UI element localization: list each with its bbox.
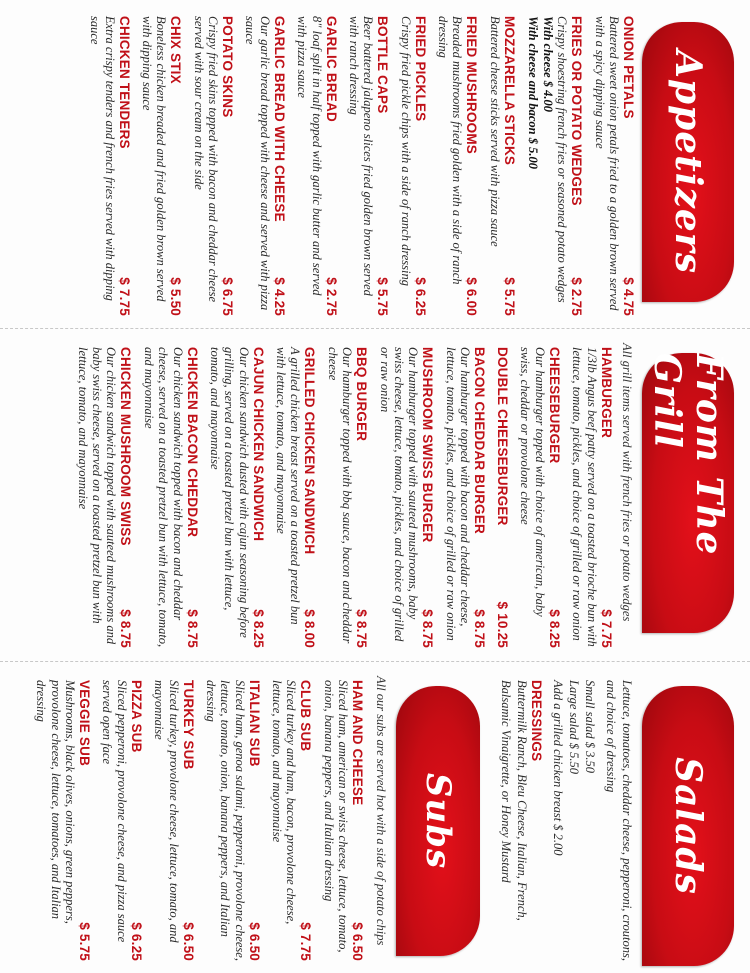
menu-item <box>140 16 184 316</box>
menu-item-heading <box>420 347 435 648</box>
menu-item-description: A grilled chicken breast served on a toasted pretzel bun with lettuce, tomato, and mayonnaise <box>274 347 303 625</box>
menu-item <box>347 16 391 316</box>
menu-item-name: DOUBLE CHEESEBURGER <box>495 347 511 526</box>
menu-item <box>398 16 427 316</box>
menu-item-name: FRIED MUSHROOMS <box>464 16 480 154</box>
menu-item-heading <box>375 16 390 316</box>
menu-item-description: Our hamburger topped with sauteed mushrooms, baby swiss cheese, lettuce, tomato, pickles, and choice of grilled or raw onion <box>377 347 421 642</box>
menu-item-description: Sliced turkey and ham, bacon, provolone cheese, lettuce, tomato, and mayonnaise <box>270 680 299 925</box>
menu-item-name: GARLIC BREAD <box>323 16 339 122</box>
menu-item-name: VEGGIE SUB <box>77 680 93 767</box>
menu-item-heading <box>547 347 562 648</box>
menu-item-description: Our chicken sandwich dusted with cajun seasoning before grilling, served on a toasted pretzel bun with lettuce, tomato, and mayonnaise <box>208 347 251 638</box>
subs-list <box>34 680 365 961</box>
menu-item-option: With cheese and bacon $ 5.00 <box>525 16 540 170</box>
menu-item-price: $ 6.25 <box>128 922 144 961</box>
salads-subs-panel <box>0 664 750 973</box>
menu-item-price: $ 5.75 <box>375 277 391 316</box>
menu-item <box>191 16 235 316</box>
menu-item-name: CAJUN CHICKEN SANDWICH <box>250 347 266 542</box>
menu-item-heading <box>119 347 134 648</box>
subs-banner: Subs <box>396 686 480 956</box>
salads-section <box>498 680 634 961</box>
menu-item-description: Our hamburger topped with bacon and cheddar cheese, lettuce, tomato, pickles, and choice of grilled or raw onion <box>443 347 473 641</box>
menu-item-description: Battered cheese sticks served with pizza sauce <box>487 16 502 247</box>
grill-banner: From The Grill <box>642 353 734 633</box>
salads-description: Lettuce, tomatoes, cheddar cheese, pepperoni, croutons, and choice of dressing <box>604 680 634 961</box>
menu-item <box>270 680 314 961</box>
menu-item-name: GARLIC BREAD WITH CHEESE <box>271 16 287 222</box>
menu-item-heading <box>350 680 365 961</box>
menu-item-heading <box>354 347 369 648</box>
menu-item-description: Sliced turkey, provolone cheese, lettuce, tomato, and mayonnaise <box>152 680 181 943</box>
menu-item <box>100 680 144 961</box>
chicken-addon: Add a grilled chicken breast $ 2.00 <box>551 680 566 856</box>
menu-item <box>525 16 584 316</box>
menu-item-name: BACON CHEDDAR BURGER <box>472 347 488 535</box>
menu-item-heading <box>299 680 314 961</box>
menu-item-price: $ 2.75 <box>569 277 585 316</box>
menu-item-description: Extra crispy tenders and french fries served with dipping sauce <box>88 16 117 301</box>
menu-item-price: $ 8.00 <box>302 609 318 648</box>
dressings-list: Buttermilk Ranch, Bleu Cheese, Italian, French, Balsamic Vinaigrette, or Honey Mustard <box>499 680 529 921</box>
menu-item-name: CLUB SUB <box>298 680 314 752</box>
menu-item-description: Our chicken sandwich topped with bacon and cheddar cheese, served on a toasted pretzel bun with lettuce, tomato, and mayonnaise <box>141 347 185 648</box>
menu-item-name: CHICKEN TENDERS <box>116 16 132 149</box>
menu-item <box>326 347 370 648</box>
menu-item-price: $ 4.75 <box>621 277 636 316</box>
menu-item <box>152 680 196 961</box>
menu-item-price: $ 8.75 <box>420 609 436 648</box>
menu-item-heading <box>117 16 132 316</box>
menu-item <box>495 347 510 648</box>
fold-divider <box>0 661 750 662</box>
menu-item-price: $ 8.75 <box>472 609 488 648</box>
menu-item-price: $ 8.25 <box>546 609 562 648</box>
menu-item-name: HAMBURGER <box>598 347 614 439</box>
menu-item-name: CHICKEN BACON CHEDDAR <box>184 347 200 538</box>
menu-item-heading <box>621 16 636 316</box>
menu-item <box>34 680 92 961</box>
menu-item-name: CHIX STIX <box>168 16 184 84</box>
menu-item <box>142 347 200 648</box>
menu-item <box>295 16 339 316</box>
menu-item-price: $ 4.25 <box>271 277 287 316</box>
dressings-heading <box>529 680 544 961</box>
menu-item-price: $ 6.25 <box>412 277 428 316</box>
menu-item-name: FRIES OR POTATO WEDGES <box>569 16 585 206</box>
menu-item-price: $ 6.50 <box>350 922 366 961</box>
menu-item-price: $ 5.75 <box>77 922 93 961</box>
menu-item-description: Sliced pepperoni, provolone cheese, and pizza sauce served open face <box>100 680 129 943</box>
dressings-title: DRESSINGS <box>528 680 544 762</box>
fold-divider <box>0 328 750 329</box>
menu-item-description: Battered sweet onion petals fried to a golden brown served with a spicy dipping sauce <box>592 16 621 311</box>
menu-item-heading <box>77 680 92 961</box>
menu-item-description: Crispy fried pickle chips with a side of ranch dressing <box>398 16 413 287</box>
menu-item-price: $ 2.75 <box>323 277 339 316</box>
menu-item-price: $ 8.25 <box>250 609 266 648</box>
small-salad-price: Small salad $ 3.50 <box>582 680 597 774</box>
menu-item <box>436 16 480 316</box>
menu-item-price: $ 6.75 <box>220 277 236 316</box>
menu-item-price: $ 10.25 <box>495 601 511 648</box>
menu-item-description: Sliced ham, american or swiss cheese, lettuce, tomato, onion, banana peppers, and Italian dressing <box>321 680 351 953</box>
menu-item-description: Our chicken sandwich topped with sauteed mushrooms and baby swiss cheese, served on a toasted pretzel bun with lettuce, tomato, and mayonnaise <box>75 347 119 645</box>
menu-item-name: HAM AND CHEESE <box>350 680 366 806</box>
menu-item-heading <box>272 16 287 316</box>
menu-item-price: $ 6.50 <box>180 922 196 961</box>
menu-item-name: MOZZARELLA STICKS <box>501 16 517 166</box>
menu-item-heading <box>569 16 584 316</box>
menu-item <box>208 347 266 648</box>
menu-item-description: Crispy fried skins topped with bacon and cheddar cheese served with sour cream on the side <box>191 16 221 303</box>
large-salad-price: Large salad $ 5.50 <box>567 680 582 774</box>
menu-item-description: 1/3lb Angus beef patty served on a toasted brioche bun with lettuce, tomato, pickles, and choice of grilled or raw onion <box>570 347 599 647</box>
grill-list <box>75 347 613 648</box>
menu-item-description: Our hamburger topped with choice of american, baby swiss, cheddar or provolone cheese <box>518 347 547 617</box>
menu-item-heading <box>599 347 614 648</box>
menu-item <box>88 16 132 316</box>
menu-item-description: 8" loaf split in half topped with garlic butter and served with pizza sauce <box>295 16 324 296</box>
menu-item-description: Sliced ham, genoa salami, pepperoni, provolone cheese, lettuce, tomato, onion, banana peppers, and Italian dressing <box>204 680 247 961</box>
menu-item-name: POTATO SKINS <box>220 16 236 118</box>
menu-item-price: $ 8.75 <box>184 609 200 648</box>
menu-item <box>377 347 435 648</box>
menu-item <box>443 347 487 648</box>
menu-item-name: PIZZA SUB <box>128 680 144 753</box>
menu-item-price: $ 7.75 <box>116 277 132 316</box>
menu-item-name: TURKEY SUB <box>180 680 196 770</box>
menu-item-heading <box>472 347 487 648</box>
menu-item-heading <box>413 16 428 316</box>
salads-banner: Salads <box>642 686 734 966</box>
menu-item-heading <box>251 347 266 648</box>
menu-item-heading <box>181 680 196 961</box>
menu-item-name: BOTTLE CAPS <box>375 16 391 114</box>
menu-item-description: Boneless chicken breaded and fried golden brown served with dipping sauce <box>140 16 169 302</box>
menu-item <box>322 680 366 961</box>
grill-intro: All grill items served with french fries or potato wedges <box>620 343 634 622</box>
menu-item-name: MUSHROOM SWISS BURGER <box>420 347 436 543</box>
menu-item-price: $ 8.75 <box>354 609 370 648</box>
menu-item-name: CHICKEN MUSHROOM SWISS <box>118 347 134 546</box>
menu-item-heading <box>303 347 318 648</box>
menu-item-heading <box>502 16 517 316</box>
menu-item <box>570 347 614 648</box>
menu-item-price: $ 6.50 <box>246 922 262 961</box>
menu-item <box>518 347 562 648</box>
menu-item-price: $ 6.00 <box>464 277 480 316</box>
menu-item-heading <box>465 16 480 316</box>
menu-item-heading <box>129 680 144 961</box>
menu-item-price: $ 7.75 <box>298 922 314 961</box>
appetizers-banner: Appetizers <box>642 22 734 302</box>
menu-item-price: $ 5.50 <box>168 277 184 316</box>
menu-item-price: $ 7.75 <box>598 609 614 648</box>
menu-item-description: Beer battered jalapeno slices fried golden brown served with ranch dressing <box>347 16 376 296</box>
menu-item-description: Our garlic bread topped with cheese and served with pizza sauce <box>243 16 272 311</box>
subs-intro: All our subs are served hot with a side of potato chips <box>373 676 388 946</box>
menu-item-heading <box>220 16 235 316</box>
menu-item-heading <box>247 680 262 961</box>
menu-item <box>488 16 517 316</box>
menu-item-name: ONION PETALS <box>621 16 636 119</box>
menu-item-heading <box>324 16 339 316</box>
menu-item-price: $ 5.75 <box>501 277 517 316</box>
menu-item-description: Mushrooms, black olives, onions, green peppers, provolone cheese, lettuce, tomatoes, and Italian dressing <box>34 680 78 924</box>
menu-item <box>274 347 318 648</box>
menu-item-option: With cheese $ 4.00 <box>540 16 555 113</box>
menu-item <box>243 16 287 316</box>
menu-item-name: BBQ BURGER <box>354 347 370 442</box>
appetizers-list <box>88 16 636 316</box>
menu-item <box>75 347 133 648</box>
menu-item-name: ITALIAN SUB <box>246 680 262 767</box>
menu-item-description: Our hamburger topped with bbq sauce, bacon and cheddar cheese <box>325 347 355 644</box>
menu-item <box>592 16 636 316</box>
menu-item-name: CHEESEBURGER <box>546 347 562 464</box>
menu-item-heading <box>495 347 510 648</box>
appetizers-panel <box>0 0 750 328</box>
menu-item-price: $ 8.75 <box>118 609 134 648</box>
menu-item-name: GRILLED CHICKEN SANDWICH <box>302 347 318 555</box>
menu-item-heading <box>185 347 200 648</box>
menu-item-description: Breaded mushrooms fried golden with a side of ranch dressing <box>436 16 465 285</box>
menu-item-name: FRIED PICKLES <box>412 16 428 122</box>
menu-item-heading <box>168 16 183 316</box>
menu-item-description: Crispy shoestring french fries or seasoned potato wedges <box>555 16 570 303</box>
grill-panel <box>0 331 750 660</box>
menu-item <box>204 680 262 961</box>
